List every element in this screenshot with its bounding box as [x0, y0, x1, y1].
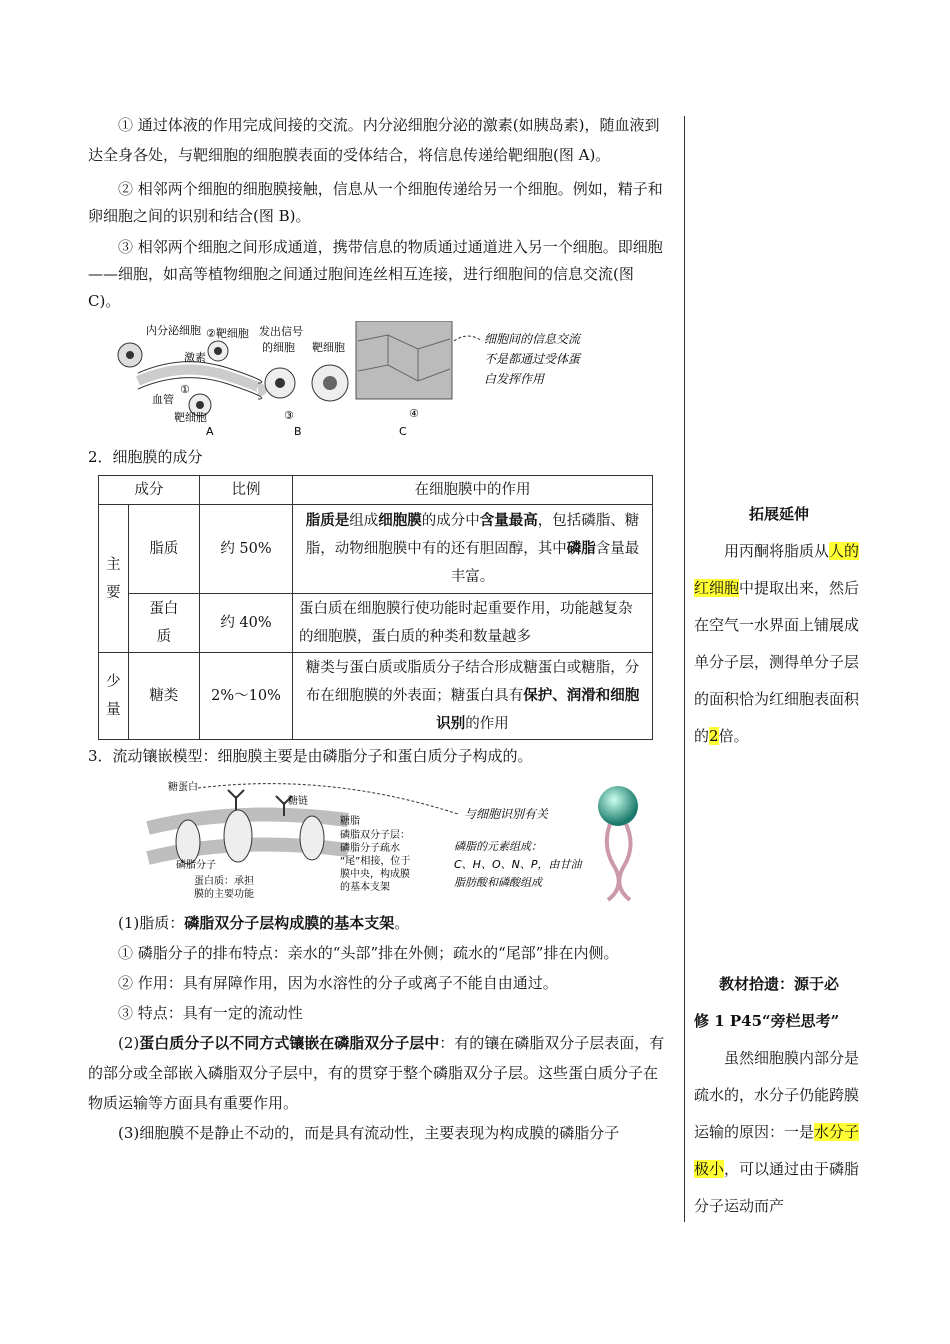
label-phospholipid: 磷脂分子 — [176, 860, 216, 871]
label-bilayer-2: 磷脂分子疏水 — [340, 843, 400, 854]
intro-paragraph-2: ② 相邻两个细胞的细胞膜接触，信息从一个细胞传递给另一个细胞。例如，精子和卵细胞之间的识别和结合(图 B)。 — [88, 180, 663, 225]
cell-sugar-name: 糖类 — [128, 653, 199, 740]
label-figure-b: B — [294, 425, 302, 438]
label-number-4: ④ — [409, 407, 419, 420]
detail-5: (2)蛋白质分子以不同方式镶嵌在磷脂双分子层中：有的镶在磷脂双分子层表面，有的部分或全部嵌入磷脂双分子层中，有的贯穿于整个磷脂双分子层。这些蛋白质分子在物质运输等方面具有重要作用。 — [88, 1034, 665, 1112]
note-elements-1: 磷脂的元素组成： — [454, 840, 542, 853]
label-protein-2: 膜的主要功能 — [194, 889, 254, 900]
label-number-3: ③ — [284, 409, 294, 422]
detail-4: ③ 特点：具有一定的流动性 — [118, 1004, 303, 1022]
intro-paragraph-1: ① 通过体液的作用完成间接的交流。内分泌细胞分泌的激素(如胰岛素)，随血液到达全身各处，与靶细胞的细胞膜表面的受体结合，将信息传递给靶细胞(图 A)。 — [88, 116, 660, 164]
label-number-1: ① — [180, 383, 190, 396]
note-elements-2: C、H、O、N、P，由甘油 — [454, 858, 582, 871]
detail-6: (3)细胞膜不是静止不动的，而是具有流动性，主要表现为构成膜的磷脂分子 — [118, 1124, 620, 1142]
note-line-3: 白发挥作用 — [484, 372, 545, 386]
section-3-title: 3．流动镶嵌模型：细胞膜主要是由磷脂分子和蛋白质分子构成的。 — [88, 747, 533, 765]
label-endocrine-cell: 内分泌细胞 — [146, 324, 201, 337]
label-signal-1: 发出信号 — [259, 325, 303, 338]
fluid-mosaic-illustration — [88, 776, 670, 904]
label-sugar-chain: 糖链 — [288, 796, 308, 807]
cell-sugar-ratio: 2%～10% — [200, 653, 293, 740]
label-hormone: 激素 — [184, 351, 206, 364]
main-column — [88, 110, 670, 1148]
cell-lipid-name: 脂质 — [128, 505, 199, 594]
label-bilayer-4: 膜中央，构成膜 — [340, 869, 410, 880]
note-recognition: 与细胞识别有关 — [464, 807, 549, 821]
label-protein-1: 蛋白质：承担 — [194, 876, 254, 887]
label-glycoprotein: 糖蛋白 — [168, 782, 198, 793]
detail-1: (1)脂质：磷脂双分子层构成膜的基本支架。 — [118, 914, 410, 932]
table-header-row — [99, 476, 653, 505]
column-divider — [684, 116, 685, 1222]
cell-protein-desc: 蛋白质在细胞膜行使功能时起重要作用，功能越复杂的细胞膜，蛋白质的种类和数量越多 — [293, 594, 653, 653]
table-row-lipid — [99, 505, 653, 594]
label-bilayer-3: “尾”相接，位于 — [340, 856, 411, 867]
sidebar-textbook — [694, 966, 864, 1225]
header-component: 成分 — [99, 476, 200, 505]
detail-2: ① 磷脂分子的排布特点：亲水的“头部”排在外侧；疏水的“尾部”排在内侧。 — [118, 944, 619, 962]
cell-lipid-desc: 脂质是组成细胞膜的成分中含量最高，包括磷脂、糖脂，动物细胞膜中有的还有胆固醇，其中磷脂含量最丰富。 — [293, 505, 653, 594]
phospholipid-head-model — [598, 786, 638, 826]
minor-label: 少 量 — [99, 653, 129, 740]
cell-protein-ratio: 约 40% — [200, 594, 293, 653]
sidebar-extension-text: 用丙酮将脂质从人的红细胞中提取出来，然后在空气一水界面上铺展成单分子层，测得单分子层的面积恰为红细胞表面积的2倍。 — [694, 542, 860, 745]
label-b-target: 靶细胞 — [312, 341, 345, 354]
figure-cell-communication — [88, 321, 670, 439]
section-2-title: 2．细胞膜的成分 — [88, 448, 203, 466]
note-line-2: 不是都通过受体蛋 — [484, 352, 581, 366]
label-figure-a: A — [206, 425, 214, 438]
header-ratio: 比例 — [200, 476, 293, 505]
header-function: 在细胞膜中的作用 — [293, 476, 653, 505]
membrane-composition-table — [98, 475, 653, 740]
label-vessel: 血管 — [152, 393, 174, 406]
label-target-cell: 靶细胞 — [174, 411, 207, 424]
note-elements-3: 脂肪酸和磷酸组成 — [454, 876, 542, 889]
table-row-sugar — [99, 653, 653, 740]
cell-lipid-ratio: 约 50% — [200, 505, 293, 594]
sidebar-textbook-text: 虽然细胞膜内部分是疏水的，水分子仍能跨膜运输的原因：一是水分子极小，可以通过由于磷脂分子运动而产 — [694, 1049, 860, 1215]
cell-sugar-desc: 糖类与蛋白质或脂质分子结合形成糖蛋白或糖脂，分布在细胞膜的外表面；糖蛋白具有保护、润滑和细胞识别的作用 — [293, 653, 653, 740]
sidebar-textbook-title-1: 教材拾遗：源于必 — [718, 975, 839, 993]
membrane-details — [88, 908, 670, 1148]
label-glycolipid: 糖脂 — [340, 816, 360, 827]
sidebar-extension — [694, 496, 864, 755]
label-bilayer-1: 磷脂双分子层： — [340, 830, 410, 841]
cell-protein-name: 蛋白 质 — [128, 594, 199, 653]
label-target-cell-2: ②靶细胞 — [206, 327, 249, 340]
label-signal-2: 的细胞 — [262, 341, 295, 354]
sidebar-extension-title: 拓展延伸 — [748, 505, 809, 523]
sidebar-textbook-title-2: 修 1 P45“旁栏思考” — [694, 1012, 840, 1030]
intro-paragraph-3: ③ 相邻两个细胞之间形成通道，携带信息的物质通过通道进入另一个细胞。即细胞——细胞，如高等植物细胞之间通过胞间连丝相互连接，进行细胞间的信息交流(图 C)。 — [88, 238, 663, 310]
figure-fluid-mosaic — [88, 776, 670, 904]
table-row-protein — [99, 594, 653, 653]
note-line-1: 细胞间的信息交流 — [484, 332, 581, 346]
cell-communication-illustration — [88, 321, 670, 439]
label-bilayer-5: 的基本支架 — [340, 882, 390, 893]
main-label: 主 要 — [99, 505, 129, 653]
label-figure-c: C — [399, 425, 407, 438]
detail-3: ② 作用：具有屏障作用，因为水溶性的分子或离子不能自由通过。 — [118, 974, 558, 992]
